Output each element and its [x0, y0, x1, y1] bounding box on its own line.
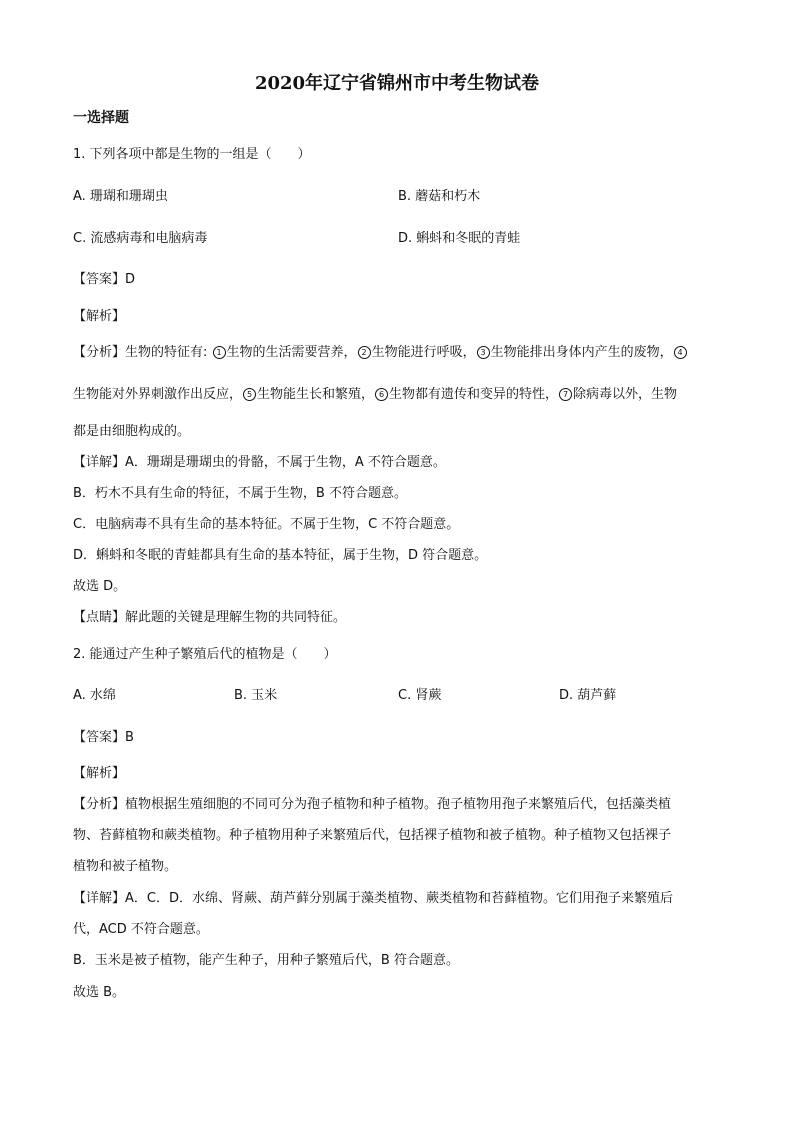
- detail-text: A．C．D．水绵、肾蕨、葫芦藓分别属于藻类植物、蕨类植物和苔藓植物。它们用孢子来繁殖后: [125, 891, 673, 906]
- q1-choice: 故选 D。: [73, 579, 127, 594]
- q1-answer: [73, 272, 135, 288]
- q2-detail-b: B．玉米是被子植物，能产生种子，用种子繁殖后代，B 符合题意。: [73, 953, 459, 968]
- feature-6: 生物都有遗传和变异的特性，: [389, 387, 559, 402]
- q1-option-d: D. 蝌蚪和冬眠的青蛙: [398, 231, 521, 246]
- circled-number-4: 4: [674, 346, 687, 359]
- q2-option-d: D. 葫芦藓: [559, 688, 617, 703]
- detail-a-text: A．珊瑚是珊瑚虫的骨骼，不属于生物，A 不符合题意。: [125, 455, 446, 470]
- xiangjie-label: 【详解】: [73, 891, 126, 906]
- q2-stem: 2. 能通过产生种子繁殖后代的植物是（ ）: [73, 647, 337, 662]
- dianjing-text: 解此题的关键是理解生物的共同特征。: [125, 610, 347, 625]
- fenxi-lead: 生物的特征有:: [125, 345, 208, 360]
- section-title: 一选择题: [73, 110, 129, 126]
- q1-detail-d: D．蝌蚪和冬眠的青蛙都具有生命的基本特征，属于生物，D 符合题意。: [73, 548, 488, 563]
- circled-number-5: 5: [243, 388, 256, 401]
- q2-detail-line2: 代，ACD 不符合题意。: [73, 922, 209, 937]
- q2-option-a: A. 水绵: [73, 688, 116, 703]
- dianjing-label: 【点睛】: [73, 610, 126, 625]
- answer-value: D: [125, 272, 136, 287]
- answer-label: 【答案】: [73, 272, 126, 287]
- q1-analysis-label: 【解析】: [73, 309, 126, 324]
- q2-fenxi-line2: 物、苔藓植物和蕨类植物。种子植物用种子来繁殖后代，包括裸子植物和被子植物。种子植物又包括裸子: [73, 828, 672, 843]
- q2-analysis-label: 【解析】: [73, 766, 126, 781]
- fenxi-text: 植物根据生殖细胞的不同可分为孢子植物和种子植物。孢子植物用孢子来繁殖后代，包括藻类植: [125, 797, 672, 812]
- circled-number-2: 2: [358, 346, 371, 359]
- q2-answer: [73, 730, 134, 746]
- feature-7: 除病毒以外，生物: [573, 387, 678, 402]
- circled-number-3: 3: [477, 346, 490, 359]
- circled-number-6: 6: [375, 388, 388, 401]
- q2-detail-line1: [73, 891, 673, 907]
- q1-option-b: B. 蘑菇和朽木: [398, 189, 481, 204]
- q1-detail-c: C．电脑病毒不具有生命的基本特征。不属于生物，C 不符合题意。: [73, 517, 460, 532]
- circled-number-1: 1: [213, 346, 226, 359]
- q1-detail-b: B．朽木不具有生命的特征，不属于生物，B 不符合题意。: [73, 486, 407, 501]
- q1-detail-a: [73, 455, 446, 471]
- q1-stem: 1. 下列各项中都是生物的一组是（ ）: [73, 147, 311, 162]
- q1-option-a: A. 珊瑚和珊瑚虫: [73, 189, 168, 204]
- feature-5: 生物能生长和繁殖，: [257, 387, 375, 402]
- q2-option-c: C. 肾蕨: [398, 688, 442, 703]
- feature-2: 生物能进行呼吸，: [371, 345, 476, 360]
- q1-fenxi-line2: [73, 387, 677, 403]
- feature-1: 生物的生活需要营养，: [226, 345, 357, 360]
- feature-3: 生物能排出身体内产生的废物，: [490, 345, 673, 360]
- xiangjie-label: 【详解】: [73, 455, 126, 470]
- q2-fenxi-line3: 植物和被子植物。: [73, 859, 178, 874]
- q1-fenxi-line1: [73, 345, 688, 361]
- document-title: 2020年辽宁省锦州市中考生物试卷: [254, 73, 540, 94]
- q1-option-c: C. 流感病毒和电脑病毒: [73, 231, 208, 246]
- fenxi-label: 【分析】: [73, 797, 126, 812]
- q1-dianjing: [73, 610, 346, 626]
- q1-fenxi-line3: 都是由细胞构成的。: [73, 424, 191, 439]
- feature-4: 生物能对外界刺激作出反应，: [73, 387, 243, 402]
- answer-value: B: [125, 730, 134, 745]
- q2-fenxi-line1: [73, 797, 671, 813]
- fenxi-label: 【分析】: [73, 345, 126, 360]
- q2-option-b: B. 玉米: [234, 688, 278, 703]
- q2-choice: 故选 B。: [73, 985, 126, 1000]
- answer-label: 【答案】: [73, 730, 126, 745]
- circled-number-7: 7: [559, 388, 572, 401]
